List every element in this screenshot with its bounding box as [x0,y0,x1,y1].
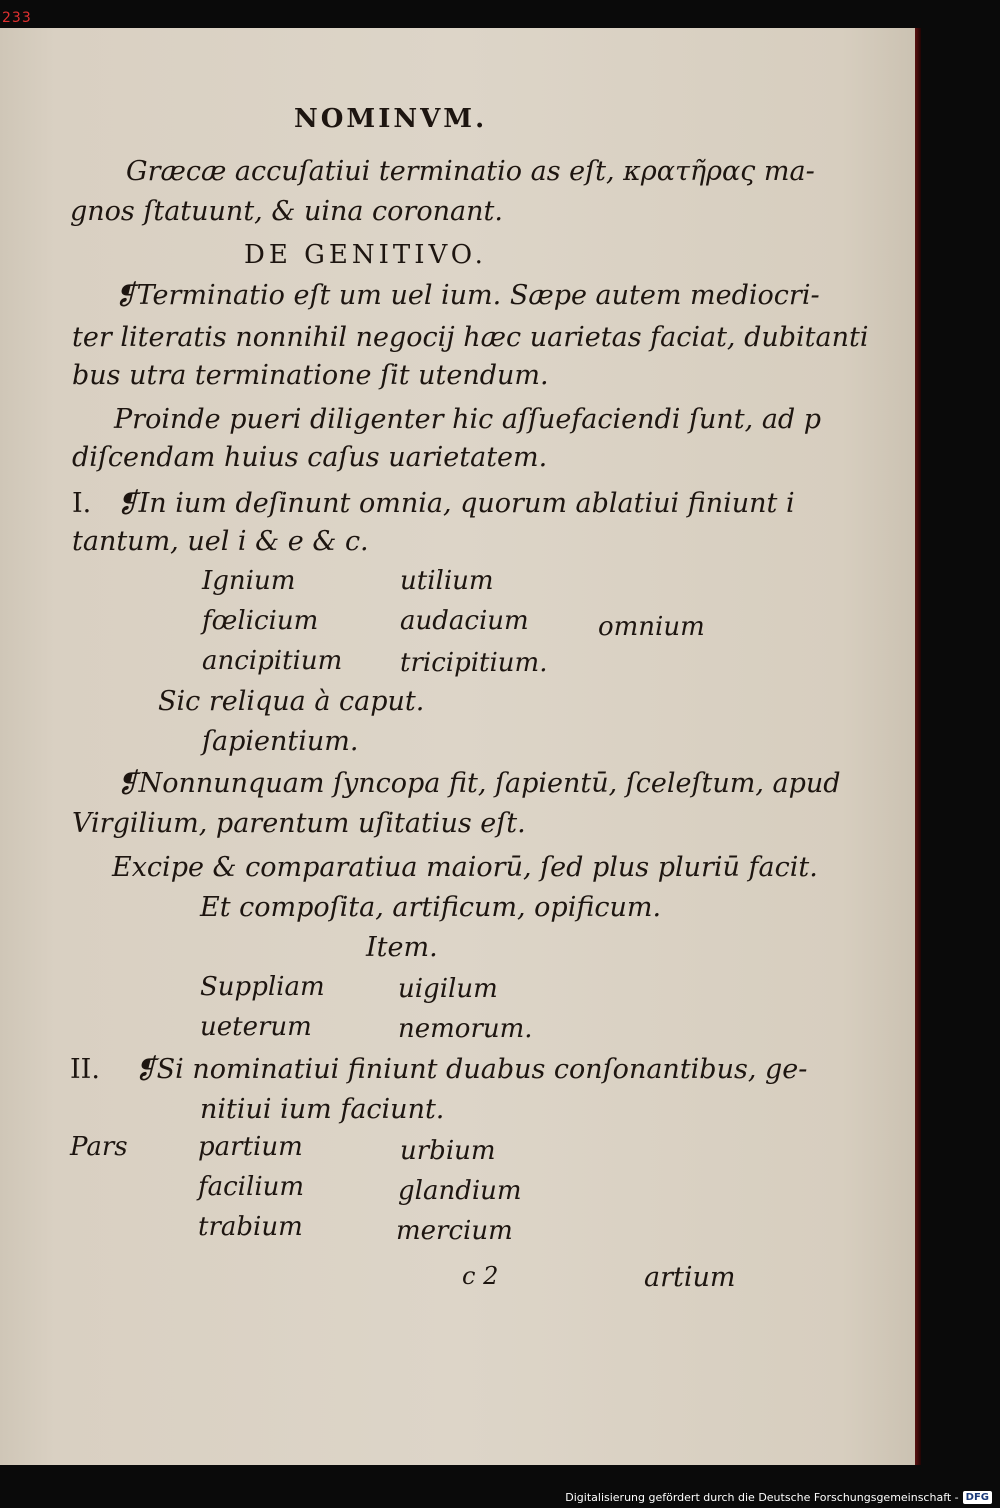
word-list-item: ueterum [200,1012,312,1042]
item-label: Item. [366,932,438,963]
word-list-item: tricipitium. [400,648,548,678]
word-list-item: partium [198,1132,303,1162]
rule1-line2: tantum, uel i & e & c. [72,526,369,557]
para1-line1: Græcæ accuſatiui terminatio as eſt, κρατῆρας ma- [126,156,815,187]
word-list-item: trabium [198,1212,303,1242]
scan-page-tag: 233 [2,10,32,26]
word-list-item: ancipitium [202,646,343,676]
word-list-item: fœlicium [202,606,319,636]
para2-line1: ❡Terminatio eſt um uel ium. Sæpe autem mediocri- [114,280,820,311]
word-list-item: omnium [598,612,705,642]
sapientium-word: ſapientium. [202,726,359,757]
word-list-item: Ignium [202,566,296,596]
para4-line2: Virgilium, parentum uſitatius eſt. [72,808,526,839]
para4-line1: ❡Nonnunquam ſyncopa fit, ſapientū, ſceleſtum, apud [116,768,841,799]
word-list-item: audacium [400,606,529,636]
para2-line3: bus utra terminatione ſit utendum. [72,360,549,391]
para3-line1: Proinde pueri diligenter hic aſſuefaciendi ſunt, ad p [114,404,822,435]
word-list-item: glandium [398,1176,522,1206]
rule1-line1: ❡In ium deſinunt omnia, quorum ablatiui finiunt i [116,488,795,519]
word-list-lead: Pars [70,1132,128,1162]
word-list-item: uigilum [398,974,498,1004]
word-list-item: facilium [198,1172,305,1202]
composita-line: Et compoſita, artificum, opificum. [200,892,662,923]
digitization-footer [565,1491,992,1504]
word-list-item: mercium [396,1216,513,1246]
rule2-line1: ❡Si nominatiui finiunt duabus conſonantibus, ge- [134,1054,808,1085]
dfg-logo: DFG [963,1491,992,1504]
rule1-numeral: I. [72,488,92,519]
sic-reliqua-line: Sic reliqua à caput. [158,686,425,717]
signature-mark: c 2 [462,1262,499,1290]
catchword: artium [644,1262,736,1293]
word-list-item: urbium [400,1136,496,1166]
word-list-item: Suppliam [200,972,325,1002]
footer-text: Digitalisierung gefördert durch die Deutsche Forschungsgemeinschaft - [565,1491,959,1504]
rule2-line2: nitiui ium faciunt. [200,1094,445,1125]
rule2-numeral: II. [70,1054,100,1085]
page-edge [915,28,921,1465]
running-head: NOMINVM. [294,104,488,134]
section-heading: DE GENITIVO. [244,240,487,270]
excipe-line: Excipe & comparatiua maiorū, ſed plus pluriū facit. [112,852,818,883]
para3-line2: diſcendam huius caſus uarietatem. [72,442,548,473]
word-list-item: utilium [400,566,494,596]
para1-line2: gnos ſtatuunt, & uina coronant. [70,196,503,227]
word-list-item: nemorum. [398,1014,533,1044]
para2-line2: ter literatis nonnihil negocij hæc uarietas faciat, dubitanti [72,322,869,353]
